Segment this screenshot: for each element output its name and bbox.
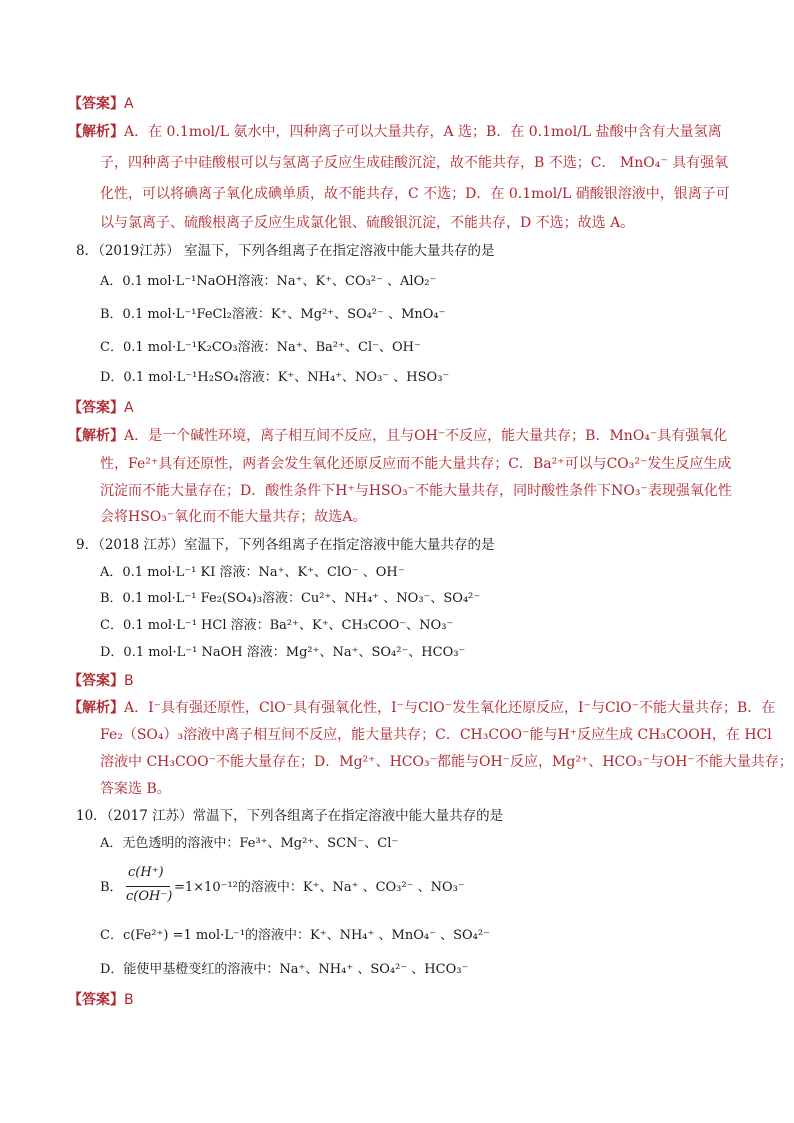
answer-value: A	[124, 96, 134, 112]
answer-tag: 【答案】	[68, 673, 124, 689]
question-8-option-b: B．0.1 mol·L⁻¹FeCl₂溶液：K⁺、Mg²⁺、SO₄²⁻ 、MnO₄⁻	[100, 307, 446, 322]
analysis-row	[68, 426, 727, 446]
question-8-option-d: D．0.1 mol·L⁻¹H₂SO₄溶液：K⁺、NH₄⁺、NO₃⁻ 、HSO₃⁻	[100, 370, 450, 385]
question-10-option-b-fraction	[126, 865, 173, 909]
question-9-option-d: D．0.1 mol·L⁻¹ NaOH 溶液：Mg²⁺、Na⁺、SO₄²⁻、HCO₃⁻	[100, 645, 466, 660]
analysis-line: Fe₂（SO₄）₃溶液中离子相互间不反应，能大量共存；C．CH₃COO⁻能与H⁺反应生成 CH₃COOH，在 HCl	[100, 727, 772, 743]
answer-tag: 【答案】	[68, 992, 124, 1008]
analysis-line: A．是一个碱性环境，离子相互间不反应，且与OH⁻不反应，能大量共存；B．MnO₄⁻具有强氧化	[124, 428, 728, 444]
analysis-line: 性，Fe²⁺具有还原性，两者会发生氧化还原反应而不能大量共存；C．Ba²⁺可以与CO₃²⁻发生反应生成	[100, 456, 732, 472]
question-10-stem: 10．（2017 江苏）常温下，下列各组离子在指定溶液中能大量共存的是	[76, 808, 504, 824]
question-10-option-b-label: B．	[100, 880, 123, 895]
analysis-tag: 【解析】	[68, 428, 124, 444]
answer-value: B	[124, 673, 134, 689]
analysis-line: 以与氯离子、硫酸根离子反应生成氯化银、硫酸银沉淀，不能共存，D 不选；故选 A。	[100, 215, 635, 231]
analysis-tag: 【解析】	[68, 700, 124, 716]
analysis-line: 化性，可以将碘离子氧化成碘单质，故不能共存，C 不选；D．在 0.1mol/L 硝酸银溶液中，银离子可	[100, 186, 730, 202]
answer-row	[68, 398, 134, 418]
question-8-option-c: C．0.1 mol·L⁻¹K₂CO₃溶液：Na⁺、Ba²⁺、Cl⁻、OH⁻	[100, 340, 421, 355]
answer-row	[68, 990, 134, 1010]
question-10-option-b-text: =1×10⁻¹²的溶液中：K⁺、Na⁺ 、CO₃²⁻ 、NO₃⁻	[174, 880, 465, 895]
answer-value: B	[124, 992, 134, 1008]
analysis-row	[68, 698, 775, 718]
question-10-option-c: C．c(Fe²⁺) =1 mol·L⁻¹的溶液中：K⁺、NH₄⁺ 、MnO₄⁻ 、SO₄²⁻	[100, 928, 490, 943]
analysis-row	[68, 122, 722, 142]
analysis-line: 溶液中 CH₃COO⁻不能大量存在；D．Mg²⁺、HCO₃⁻都能与OH⁻反应，Mg²⁺、HCO₃⁻与OH⁻不能大量共存；	[100, 754, 793, 770]
question-8-stem: 8．（2019江苏） 室温下，下列各组离子在指定溶液中能大量共存的是	[76, 243, 495, 259]
answer-value: A	[124, 400, 134, 416]
fraction-numerator: c(H⁺)	[128, 865, 164, 880]
question-9-option-a: A．0.1 mol·L⁻¹ KI 溶液：Na⁺、K⁺、ClO⁻ 、OH⁻	[100, 565, 405, 580]
question-9-option-b: B．0.1 mol·L⁻¹ Fe₂(SO₄)₃溶液：Cu²⁺、NH₄⁺ 、NO₃⁻、SO₄²⁻	[100, 591, 481, 606]
question-9-stem: 9．（2018 江苏）室温下，下列各组离子在指定溶液中能大量共存的是	[76, 537, 495, 553]
answer-tag: 【答案】	[68, 400, 124, 416]
question-8-option-a: A．0.1 mol·L⁻¹NaOH溶液：Na⁺、K⁺、CO₃²⁻ 、AlO₂⁻	[100, 274, 437, 289]
analysis-line: 答案选 B。	[100, 781, 171, 797]
question-10-option-a: A．无色透明的溶液中：Fe³⁺、Mg²⁺、SCN⁻、Cl⁻	[100, 836, 399, 851]
answer-row	[68, 671, 134, 691]
analysis-tag: 【解析】	[68, 124, 124, 140]
question-10-option-d: D．能使甲基橙变红的溶液中：Na⁺、NH₄⁺ 、SO₄²⁻ 、HCO₃⁻	[100, 962, 469, 977]
fraction-denominator: c(OH⁻)	[126, 889, 173, 904]
fraction-bar	[126, 886, 170, 887]
analysis-line: 子，四种离子中硅酸根可以与氢离子反应生成硅酸沉淀，故不能共存，B 不选；C． MnO₄⁻ 具有强氧	[100, 155, 729, 171]
analysis-line: 沉淀而不能大量存在；D．酸性条件下H⁺与HSO₃⁻不能大量共存，同时酸性条件下NO₃⁻表现强氧化性	[100, 483, 732, 499]
answer-row	[68, 94, 134, 114]
question-9-option-c: C．0.1 mol·L⁻¹ HCl 溶液：Ba²⁺、K⁺、CH₃COO⁻、NO₃⁻	[100, 618, 454, 633]
analysis-line: 会将HSO₃⁻氧化而不能大量共存；故选A。	[100, 509, 367, 525]
analysis-line: A．I⁻具有强还原性，ClO⁻具有强氧化性，I⁻与ClO⁻发生氧化还原反应，I⁻与ClO⁻不能大量共存；B．在	[124, 700, 776, 716]
analysis-line: A．在 0.1mol/L 氨水中，四种离子可以大量共存，A 选；B．在 0.1mol/L 盐酸中含有大量氢离	[124, 124, 722, 140]
answer-tag: 【答案】	[68, 96, 124, 112]
